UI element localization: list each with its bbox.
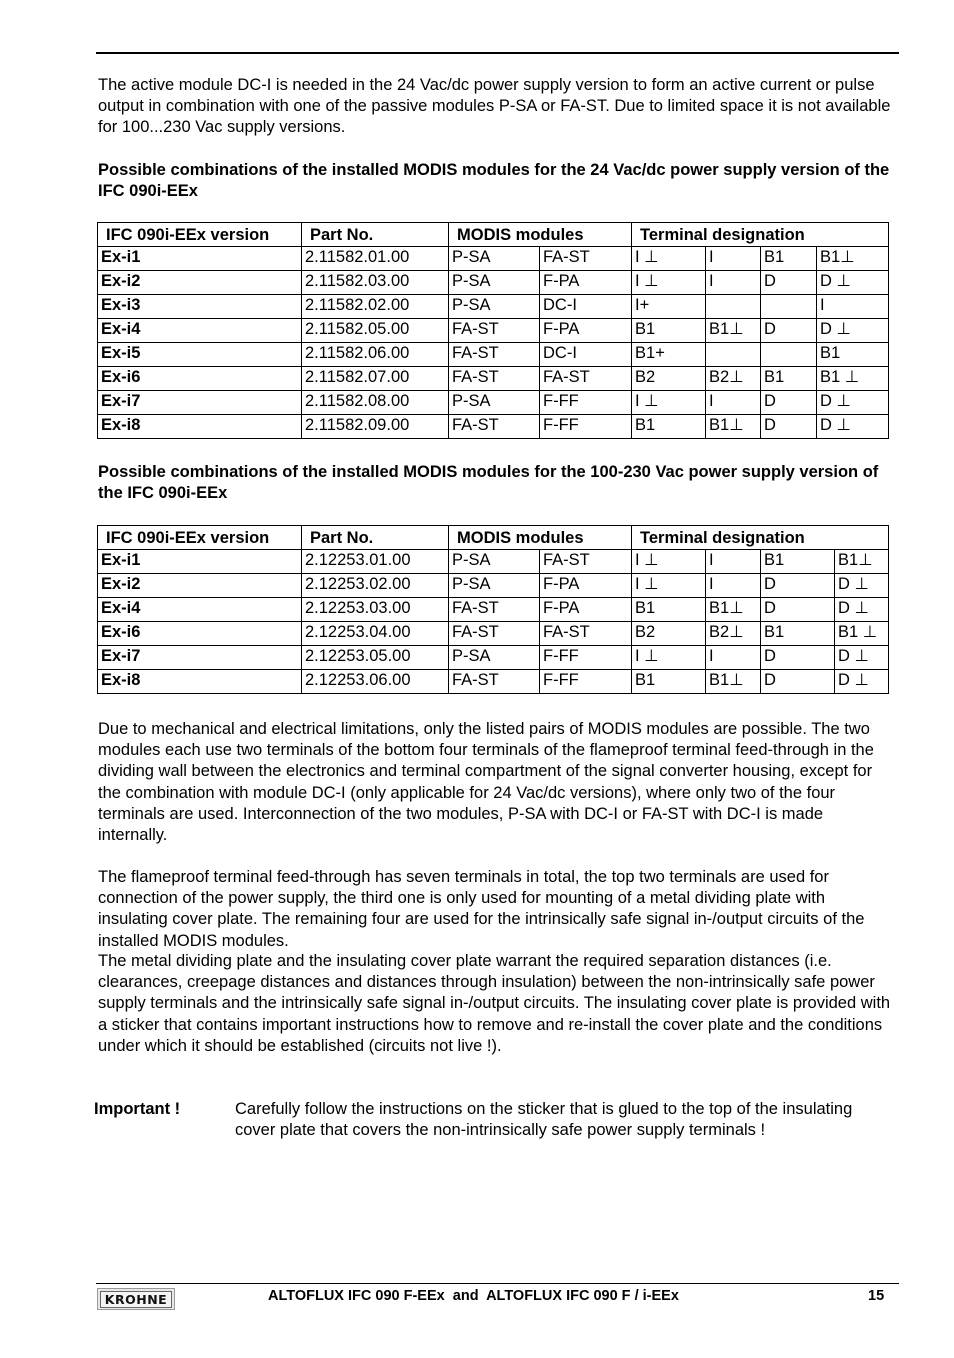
table-row [98,391,889,415]
cell-version: Ex-i7 [98,391,302,415]
cell-module-2: FA-ST [540,367,632,391]
table-row [98,574,889,598]
table-row [98,550,889,574]
cell-terminal-4: D ⊥ [835,598,889,622]
cell-version: Ex-i5 [98,343,302,367]
cell-terminal-2 [706,295,761,319]
cell-terminal-2: B2⊥ [706,367,761,391]
cell-module-2: DC-I [540,343,632,367]
cell-terminal-1: B1 [632,598,706,622]
cell-terminal-4: I [817,295,889,319]
cell-module-1: FA-ST [449,622,540,646]
cell-terminal-3: D [761,391,817,415]
cell-version: Ex-i3 [98,295,302,319]
table-row [98,295,889,319]
cell-terminal-4: B1 ⊥ [817,367,889,391]
cell-version: Ex-i6 [98,367,302,391]
cell-version: Ex-i2 [98,574,302,598]
cell-terminal-4: D ⊥ [817,271,889,295]
cell-module-1: FA-ST [449,415,540,439]
cell-terminal-4: B1⊥ [835,550,889,574]
cell-terminal-3: D [761,598,835,622]
table-row [98,646,889,670]
table1-24vac-combinations [97,222,889,439]
krohne-logo [97,1288,175,1310]
cell-version: Ex-i1 [98,247,302,271]
cell-version: Ex-i2 [98,271,302,295]
table1-heading: Possible combinations of the installed MODIS modules for the 24 Vac/dc power supply version of the IFC 090i-EEx [98,161,890,201]
table-row [98,271,889,295]
cell-version: Ex-i8 [98,415,302,439]
table1-body [98,247,889,439]
cell-terminal-3: B1 [761,622,835,646]
cell-version: Ex-i1 [98,550,302,574]
cell-terminal-1: B1+ [632,343,706,367]
table-row [98,670,889,694]
cell-part-no: 2.11582.09.00 [302,415,449,439]
cell-terminal-1: I ⊥ [632,391,706,415]
cell-part-no: 2.11582.05.00 [302,319,449,343]
cell-module-2: F-FF [540,391,632,415]
header-rule [96,52,899,54]
col-header-modis-modules: MODIS modules [449,526,632,550]
cell-terminal-2: I [706,271,761,295]
col-header-version: IFC 090i-EEx version [98,223,302,247]
important-label: Important ! [94,1100,181,1118]
cell-terminal-2: B2⊥ [706,622,761,646]
cell-terminal-1: B1 [632,670,706,694]
cell-terminal-1: I ⊥ [632,271,706,295]
cell-module-1: FA-ST [449,598,540,622]
cell-terminal-4: D ⊥ [835,670,889,694]
table2-heading: Possible combinations of the installed MODIS modules for the 100-230 Vac power supply version of the IFC 090i-EEx [98,463,879,503]
cell-terminal-1: I ⊥ [632,646,706,670]
cell-terminal-3 [761,295,817,319]
table-row [98,622,889,646]
cell-terminal-4: D ⊥ [835,574,889,598]
cell-module-2: F-FF [540,415,632,439]
cell-terminal-4: B1⊥ [817,247,889,271]
cell-module-2: F-PA [540,574,632,598]
table2-header-row [98,526,889,550]
cell-part-no: 2.12253.01.00 [302,550,449,574]
cell-terminal-1: I ⊥ [632,550,706,574]
cell-module-1: P-SA [449,646,540,670]
feedthrough-paragraph: The flameproof terminal feed-through has seven terminals in total, the top two terminals are used for connection of the power supply, the third one is only used for mounting of a metal dividing plate with insulating cover plate. The remaining four are used for the intrinsically safe signal in-/output circuits of the installed MODIS modules. [98,868,865,950]
table-row [98,343,889,367]
cell-part-no: 2.12253.02.00 [302,574,449,598]
cell-terminal-2: B1⊥ [706,415,761,439]
table-row [98,247,889,271]
cell-module-1: P-SA [449,295,540,319]
cell-terminal-3: B1 [761,367,817,391]
cell-terminal-1: B1 [632,415,706,439]
col-header-part-no: Part No. [302,526,449,550]
cell-terminal-3: D [761,319,817,343]
cell-terminal-1: I+ [632,295,706,319]
cell-part-no: 2.12253.03.00 [302,598,449,622]
cell-module-1: FA-ST [449,343,540,367]
cell-terminal-4: D ⊥ [835,646,889,670]
table-row [98,415,889,439]
cell-version: Ex-i8 [98,670,302,694]
cell-part-no: 2.11582.07.00 [302,367,449,391]
cell-module-2: FA-ST [540,247,632,271]
cell-terminal-4: D ⊥ [817,319,889,343]
cell-version: Ex-i7 [98,646,302,670]
cell-terminal-2: I [706,646,761,670]
col-header-version: IFC 090i-EEx version [98,526,302,550]
cell-module-1: FA-ST [449,319,540,343]
cell-terminal-3: B1 [761,247,817,271]
cell-terminal-1: B2 [632,622,706,646]
cell-terminal-3: D [761,574,835,598]
cell-terminal-2: I [706,550,761,574]
cell-terminal-1: I ⊥ [632,247,706,271]
cell-terminal-1: B2 [632,367,706,391]
cell-terminal-3: D [761,271,817,295]
cell-module-2: F-PA [540,319,632,343]
cell-terminal-2: B1⊥ [706,319,761,343]
cell-module-2: FA-ST [540,550,632,574]
cell-part-no: 2.11582.01.00 [302,247,449,271]
cell-part-no: 2.12253.05.00 [302,646,449,670]
cell-module-2: F-FF [540,646,632,670]
cell-module-1: P-SA [449,574,540,598]
cell-module-1: P-SA [449,550,540,574]
cell-module-1: FA-ST [449,670,540,694]
table-row [98,598,889,622]
col-header-terminal-designation: Terminal designation [632,223,889,247]
cell-module-1: P-SA [449,271,540,295]
cell-module-1: P-SA [449,391,540,415]
cell-module-2: F-PA [540,271,632,295]
cell-terminal-2 [706,343,761,367]
cell-version: Ex-i4 [98,598,302,622]
cell-part-no: 2.11582.06.00 [302,343,449,367]
cell-part-no: 2.12253.04.00 [302,622,449,646]
cell-module-2: DC-I [540,295,632,319]
cell-terminal-4: D ⊥ [817,391,889,415]
cell-part-no: 2.11582.08.00 [302,391,449,415]
important-text: Carefully follow the instructions on the sticker that is glued to the top of the insulating cover plate that covers the non-intrinsically safe power supply terminals ! [235,1100,853,1140]
cell-terminal-2: B1⊥ [706,598,761,622]
cell-terminal-3: D [761,670,835,694]
cell-part-no: 2.11582.02.00 [302,295,449,319]
limitations-paragraph: Due to mechanical and electrical limitations, only the listed pairs of MODIS modules are possible. The two modules each use two terminals of the bottom four terminals of the flameproof terminal feed-through in the dividing wall between the electronics and terminal compartment of the signal converter housing, except for the combination with module DC-I (only applicable for 24 Vac/dc versions), where only two of the four terminals are used. Interconnection of the two modules, P-SA with DC-I or FA-ST with DC-I is made internally. [98,720,874,845]
cell-terminal-4: B1 ⊥ [835,622,889,646]
cell-module-1: FA-ST [449,367,540,391]
page-number: 15 [868,1288,885,1304]
cell-terminal-2: I [706,247,761,271]
cell-version: Ex-i4 [98,319,302,343]
cell-module-1: P-SA [449,247,540,271]
cell-terminal-3: D [761,646,835,670]
cell-terminal-3 [761,343,817,367]
table-row [98,367,889,391]
cell-terminal-1: B1 [632,319,706,343]
col-header-modis-modules: MODIS modules [449,223,632,247]
cell-terminal-3: B1 [761,550,835,574]
cell-part-no: 2.12253.06.00 [302,670,449,694]
cell-terminal-2: B1⊥ [706,670,761,694]
cell-terminal-4: B1 [817,343,889,367]
intro-paragraph: The active module DC-I is needed in the 24 Vac/dc power supply version to form an active current or pulse output in combination with one of the passive modules P-SA or FA-ST. Due to limited space it is not available for 100...230 Vac supply versions. [98,76,891,137]
plates-paragraph: The metal dividing plate and the insulating cover plate warrant the required separation distances (i.e. clearances, creepage distances and distances through insulation) between the non-intrinsically safe power supply terminals and the intrinsically safe signal in-/output circuits. The insulating cover plate is provided with a sticker that contains important instructions how to remove and re-install the cover plate and the conditions under which it should be established (circuits not live !). [98,952,891,1055]
table1-header-row [98,223,889,247]
table2-100-230vac-combinations [97,525,889,694]
cell-version: Ex-i6 [98,622,302,646]
footer-title: ALTOFLUX IFC 090 F-EEx and ALTOFLUX IFC 090 F / i-EEx [268,1288,679,1304]
krohne-logo-text: KROHNE [100,1291,172,1308]
cell-terminal-3: D [761,415,817,439]
cell-module-2: F-PA [540,598,632,622]
cell-module-2: FA-ST [540,622,632,646]
col-header-terminal-designation: Terminal designation [632,526,889,550]
cell-module-2: F-FF [540,670,632,694]
table2-body [98,550,889,694]
cell-terminal-4: D ⊥ [817,415,889,439]
cell-terminal-1: I ⊥ [632,574,706,598]
cell-terminal-2: I [706,574,761,598]
table-row [98,319,889,343]
col-header-part-no: Part No. [302,223,449,247]
cell-part-no: 2.11582.03.00 [302,271,449,295]
cell-terminal-2: I [706,391,761,415]
footer-rule [96,1283,899,1284]
